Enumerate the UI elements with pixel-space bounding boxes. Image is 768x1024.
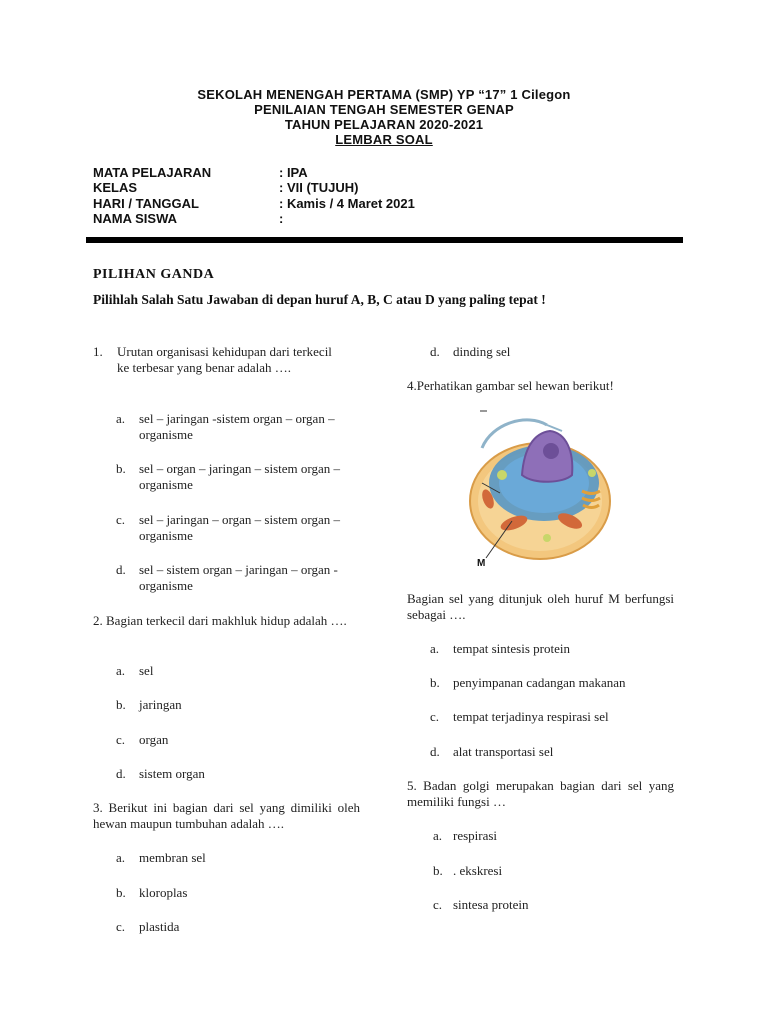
figure-label-m: M [477,558,486,569]
info-value-name: : [279,211,284,226]
option-c[interactable] [116,919,316,935]
option-c[interactable] [116,512,366,546]
option-letter: b. [116,461,126,476]
option-text: kloroplas [139,885,188,900]
option-letter: b. [433,863,443,878]
option-letter: c. [116,919,126,934]
option-text: membran sel [139,850,206,865]
info-label-subject: MATA PELAJARAN [93,165,212,180]
option-text: respirasi [453,828,498,843]
option-text: dinding sel [453,344,511,359]
option-b[interactable] [116,461,366,495]
option-letter: d. [430,344,440,359]
option-d[interactable] [430,344,630,360]
info-value-subject: : IPA [279,165,308,180]
exam-title: PENILAIAN TENGAH SEMESTER GENAP [254,102,514,117]
option-letter: c. [430,709,440,724]
option-letter: a. [430,641,440,656]
option-letter: d. [116,562,126,577]
question-text: Urutan organisasi kehidupan dari terkecil ke terbesar yang benar adalah …. [117,344,332,375]
section-title: PILIHAN GANDA [93,267,215,282]
option-text: plastida [139,919,180,934]
question-text: 5. Badan golgi merupakan bagian dari sel yang memiliki fungsi … [407,778,674,809]
info-label-class: KELAS [93,180,138,195]
option-letter: b. [430,675,440,690]
school-name: SEKOLAH MENENGAH PERTAMA (SMP) YP “17” 1 Cilegon [197,87,571,102]
option-text: organ [139,732,169,747]
sheet-title: LEMBAR SOAL [335,132,433,147]
option-a[interactable] [116,411,366,445]
option-d[interactable] [116,766,316,782]
option-text: alat transportasi sel [453,744,554,759]
section-instruction: Pilihlah Salah Satu Jawaban di depan huruf A, B, C atau D yang paling tepat ! [93,292,546,307]
option-letter: d. [430,744,440,759]
info-value-class: : VII (TUJUH) [279,180,359,195]
option-text: sel [139,663,154,678]
option-c[interactable] [430,709,670,725]
school-year: TAHUN PELAJARAN 2020-2021 [284,117,484,132]
option-letter: a. [116,663,126,678]
option-text: sistem organ [139,766,205,781]
option-letter: d. [116,766,126,781]
option-d[interactable] [430,744,670,760]
option-text: tempat sintesis protein [453,641,570,656]
info-value-date: : Kamis / 4 Maret 2021 [279,196,415,211]
option-text: sel – sistem organ – jaringan – organ -organisme [139,562,338,593]
info-label-name: NAMA SISWA [93,211,178,226]
option-letter: a. [116,411,126,426]
option-letter: b. [116,885,126,900]
option-b[interactable] [116,697,316,713]
question-number: 1. [93,344,103,359]
option-a[interactable] [116,850,316,866]
option-a[interactable] [116,663,316,679]
option-c[interactable] [433,897,633,913]
option-text: sel – organ – jaringan – sistem organ – organisme [139,461,340,492]
option-letter: c. [433,897,443,912]
question-text: 4.Perhatikan gambar sel hewan berikut! [407,378,614,393]
option-letter: a. [116,850,126,865]
option-letter: a. [433,828,443,843]
option-text: sel – jaringan -sistem organ – organ – organisme [139,411,335,442]
option-text: penyimpanan cadangan makanan [453,675,626,690]
option-text: tempat terjadinya respirasi sel [453,709,609,724]
question-prompt: Bagian sel yang ditunjuk oleh huruf M berfungsi sebagai …. [407,591,674,622]
header-divider [86,237,683,243]
option-text: sintesa protein [453,897,529,912]
animal-cell-figure [452,403,622,573]
question-text: 3. Berikut ini bagian dari sel yang dimiliki oleh hewan maupun tumbuhan adalah …. [93,800,360,831]
option-b[interactable] [116,885,316,901]
option-letter: c. [116,512,126,527]
option-text: . ekskresi [453,863,503,878]
option-text: jaringan [139,697,182,712]
option-d[interactable] [116,562,366,596]
option-b[interactable] [430,675,670,691]
option-text: sel – jaringan – organ – sistem organ – organisme [139,512,340,543]
option-a[interactable] [430,641,670,657]
option-letter: b. [116,697,126,712]
option-a[interactable] [433,828,633,844]
info-label-date: HARI / TANGGAL [93,196,199,211]
question-text: 2. Bagian terkecil dari makhluk hidup adalah …. [93,613,347,628]
option-letter: c. [116,732,126,747]
option-b[interactable] [433,863,633,879]
option-c[interactable] [116,732,316,748]
